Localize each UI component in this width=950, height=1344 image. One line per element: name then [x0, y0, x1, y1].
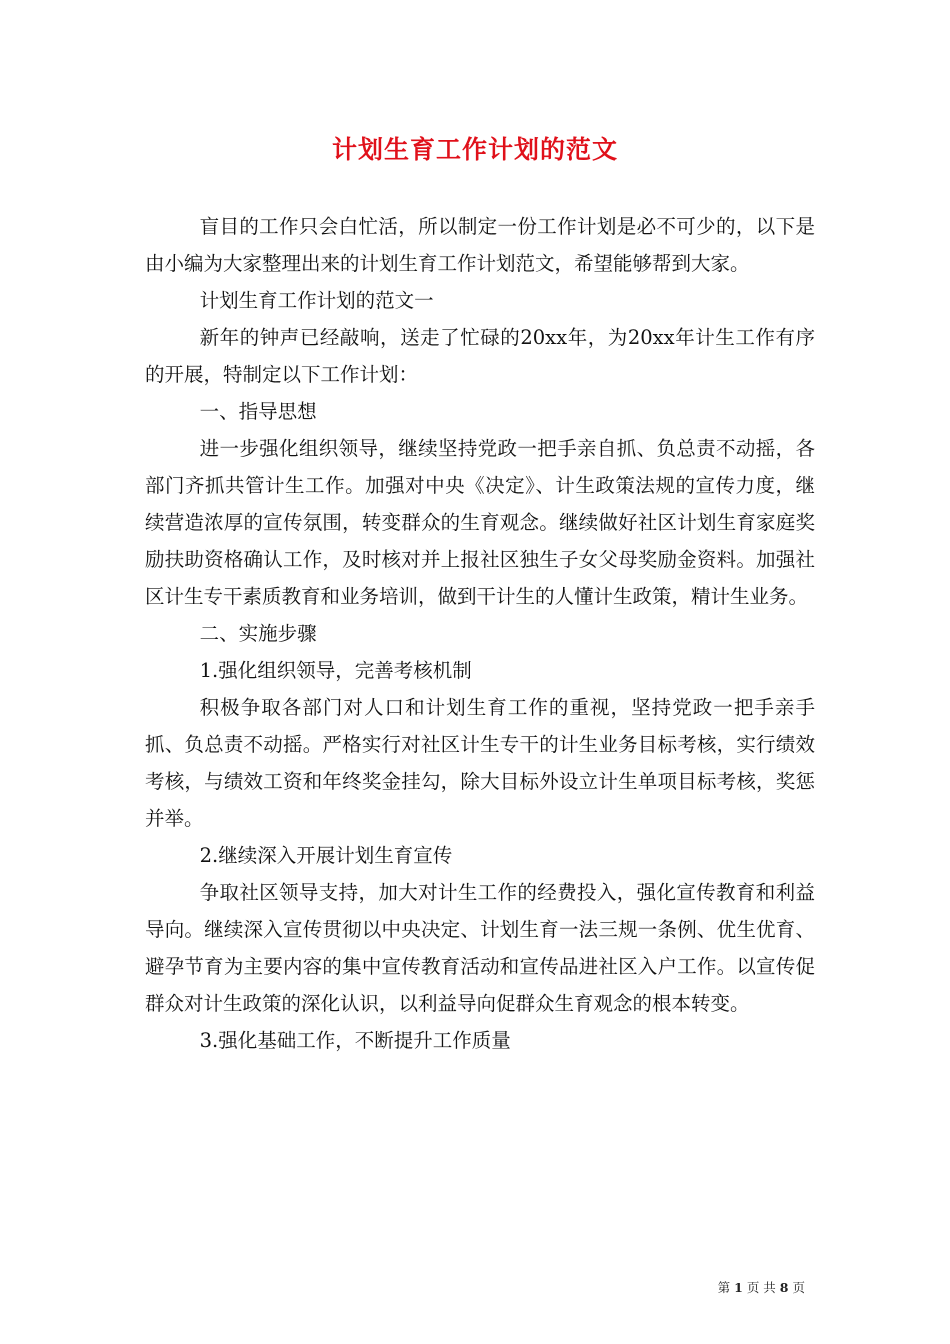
paragraph-opening: 新年的钟声已经敲响，送走了忙碌的20xx年，为20xx年计生工作有序的开展，特制定以下工作计划： — [145, 326, 815, 386]
footer-middle: 页 共 — [746, 1280, 776, 1295]
subheading-step-1: 1.强化组织领导，完善考核机制 — [199, 659, 472, 682]
subheading-step-3: 3.强化基础工作，不断提升工作质量 — [199, 1029, 511, 1052]
page-number-footer — [718, 1278, 805, 1296]
total-page-count: 8 — [779, 1280, 789, 1295]
paragraph-intro: 盲目的工作只会白忙活，所以制定一份工作计划是必不可少的，以下是由小编为大家整理出来的计划生育工作计划范文，希望能够帮到大家。 — [145, 215, 815, 275]
footer-prefix: 第 — [717, 1280, 731, 1295]
paragraph-step-1: 积极争取各部门对人口和计划生育工作的重视，坚持党政一把手亲手抓、负总责不动摇。严格实行对社区计生专干的计生业务目标考核，实行绩效考核，与绩效工资和年终奖金挂勾，除大目标外设立计生单项目标考核，奖惩并举。 — [145, 696, 815, 830]
heading-guiding-thought: 一、指导思想 — [199, 400, 317, 423]
document-body — [145, 208, 815, 1059]
heading-implementation-steps: 二、实施步骤 — [199, 622, 317, 645]
footer-suffix: 页 — [792, 1280, 805, 1295]
paragraph-guiding-thought: 进一步强化组织领导，继续坚持党政一把手亲自抓、负总责不动摇，各部门齐抓共管计生工作。加强对中央《决定》、计生政策法规的宣传力度，继续营造浓厚的宣传氛围，转变群众的生育观念。继续做好社区计划生育家庭奖励扶助资格确认工作，及时核对并上报社区独生子女父母奖励金资料。加强社区计生专干素质教育和业务培训，做到干计生的人懂计生政策，精计生业务。 — [145, 437, 815, 608]
subheading-step-2: 2.继续深入开展计划生育宣传 — [199, 844, 453, 867]
document-title: 计划生育工作计划的范文 — [331, 135, 618, 164]
paragraph-step-2: 争取社区领导支持，加大对计生工作的经费投入，强化宣传教育和利益导向。继续深入宣传贯彻以中央决定、计划生育一法三规一条例、优生优育、避孕节育为主要内容的集中宣传教育活动和宣传品进社区入户工作。以宣传促群众对计生政策的深化认识，以利益导向促群众生育观念的根本转变。 — [145, 881, 815, 1015]
current-page-number: 1 — [734, 1280, 743, 1295]
section-title-sample-one: 计划生育工作计划的范文一 — [199, 289, 434, 312]
